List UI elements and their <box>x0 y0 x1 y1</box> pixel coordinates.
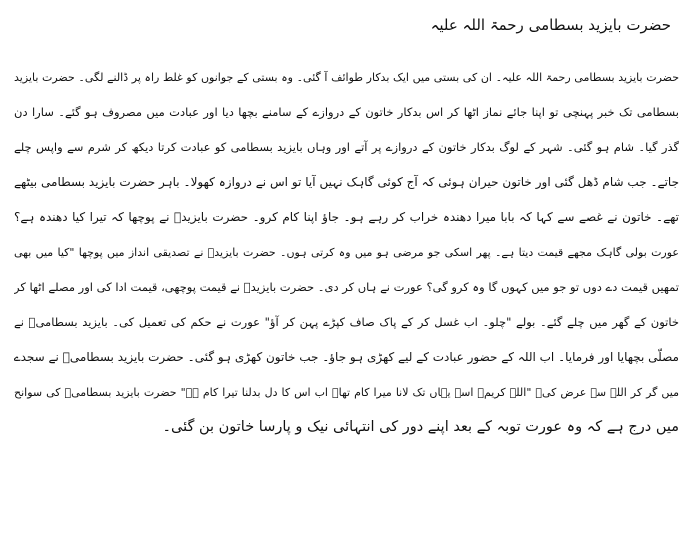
body-line-6: عورت بولی گاہک مجھے قیمت دیتا ہے۔ پھر اسکی جو مرضی ہو میں وہ کرتی ہوں۔ حضرت بایزیدؒ نے تصدیقی انداز میں پوچھا "کیا میں بھی <box>14 246 679 259</box>
body-line-11: میں درج ہے کہ وہ عورت توبہ کے بعد اپنے دور کی انتہائی نیک و پارسا خاتون بن گئی۔ <box>162 419 679 435</box>
article-title: حضرت بایزید بسطامی رحمۃ اللہ علیہ <box>430 16 671 34</box>
body-line-7: تمھیں قیمت دے دوں تو جو میں کہوں گا وہ کرو گی؟ عورت نے ہاں کر دی۔ حضرت بایزیدؒ نے قیمت پوچھی، قیمت ادا کی اور مصلے اٹھا کر <box>14 280 679 294</box>
body-line-9: مصلّی بچھایا اور فرمایا۔ اب اللہ کے حضور عبادت کے لیے کھڑی ہو جاؤ۔ جب خاتون کھڑی ہو گئی۔ حضرت بایزید بسطامیؒ نے سجدے <box>14 350 679 364</box>
body-line-3: گذر گیا۔ شام ہو گئی۔ شہر کے لوگ بدکار خاتون کے دروازے پر آتے اور وہاں بایزید بسطامی کو عبادت کرتا دیکھ کر شرم سے واپس چلے <box>14 140 679 154</box>
body-line-8: خاتون کے گھر میں چلے گئے۔ بولے "چلو۔ اب غسل کر کے پاک صاف کپڑے پہن کر آؤ" عورت نے حکم کی تعمیل کی۔ بایزید بسطامیؒ نے <box>14 315 679 329</box>
article-body <box>14 60 679 445</box>
body-line-5: تھے۔ خاتون نے غصے سے کہا کہ بابا میرا دھندہ خراب کر رہے ہو۔ جاؤ اپنا کام کرو۔ حضرت بایزیدؒ نے پوچھا کہ تیرا کیا دھندہ ہے؟ <box>14 210 679 224</box>
body-line-1: حضرت بایزید بسطامی رحمۃ اللہ علیہ۔ ان کی بستی میں ایک بدکار طوائف آ گئی۔ وہ بستی کے جوانوں کو غلط راہ پر ڈالنے لگی۔ حضرت بایزید <box>14 71 679 84</box>
body-line-10: میں گر کر اللہ سے عرض کی۔ "اللہ کریم۔ اسے یہاں تک لانا میرا کام تھا۔ اب اس کا دل بدلنا تیرا کام ہے" حضرت بایزید بسطامیؒ کی سوانح <box>14 386 679 399</box>
body-line-2: بسطامی تک خبر پہنچی تو اپنا جائے نماز اٹھا کر اس بدکار خاتون کے دروازے کے سامنے بچھا دیا اور عبادت میں مصروف ہو گئے۔ سارا دن <box>14 105 679 119</box>
body-line-4: جاتے۔ جب شام ڈھل گئی اور خاتون حیران ہوئی کہ آج کوئی گاہک نہیں آیا تو اس نے دروازہ کھولا۔ باہر حضرت بایزید بسطامی بیٹھے <box>14 175 679 189</box>
